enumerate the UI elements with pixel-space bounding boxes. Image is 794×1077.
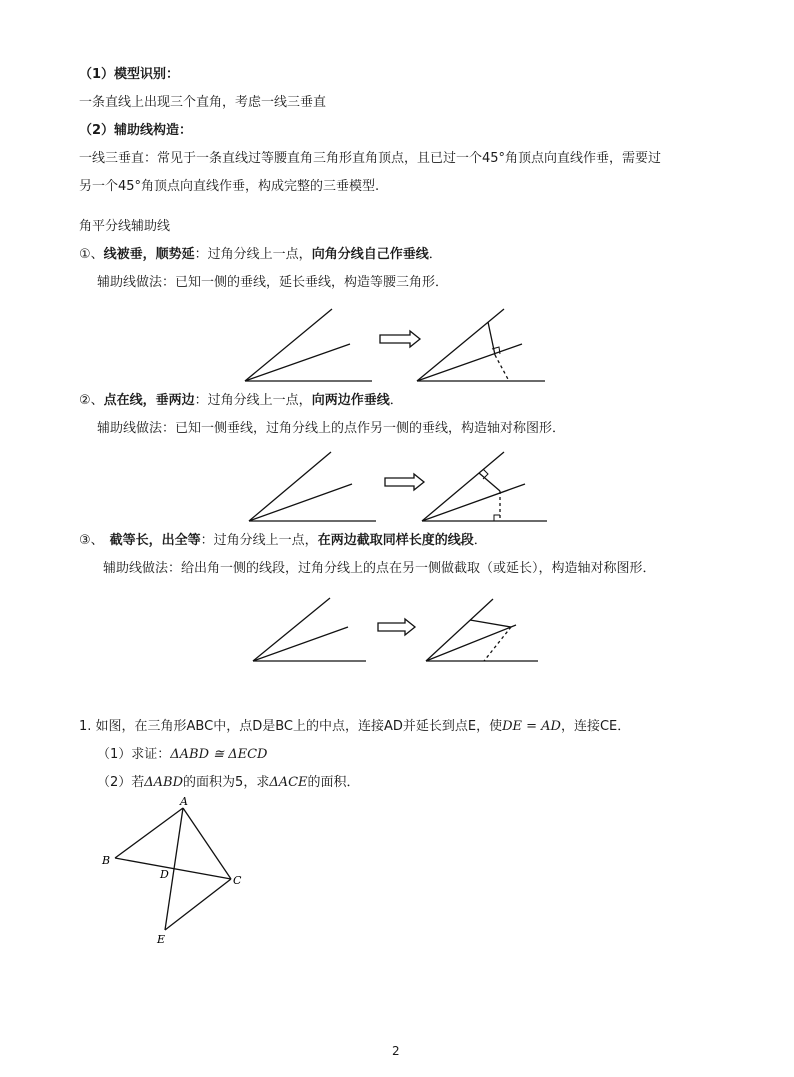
problem-stem-math: DE = AD xyxy=(502,719,561,734)
aux-text-2: 另一个45°角顶点向直线作垂，构成完整的三垂模型. xyxy=(79,179,380,194)
fig2-left-bisector xyxy=(249,484,352,521)
fig3-left-side xyxy=(253,598,330,661)
item2-bold2: 向两边作垂线 xyxy=(311,393,390,408)
problem-stem-b: ，连接CE． xyxy=(560,719,631,734)
fig1-left-side xyxy=(245,309,332,381)
model-id-text: 一条直线上出现三个直角，考虑一线三垂直 xyxy=(79,95,327,110)
figure-1 xyxy=(240,304,550,386)
item3-method: 辅助线做法：给出角一侧的线段，过角分线上的点在另一侧做截取（或延长），构造轴对称图形． xyxy=(103,561,656,576)
fig1-arrow xyxy=(380,331,420,347)
item1-end: ． xyxy=(428,247,442,262)
fig2-right-angle-bottom xyxy=(494,515,500,521)
item3-num: ③、 xyxy=(79,533,104,548)
fig3-segment xyxy=(470,620,511,627)
label-c: C xyxy=(233,874,242,887)
fig2-left-side xyxy=(249,452,331,521)
item3-bold2: 在两边截取同样长度的线段 xyxy=(317,533,474,548)
fig1-extension-dashed xyxy=(495,355,509,381)
fig1-right-bisector xyxy=(417,344,522,381)
label-e: E xyxy=(157,933,166,946)
label-a: A xyxy=(180,795,188,808)
problem-q2-c: 的面积． xyxy=(307,775,360,790)
fig3-right-bisector xyxy=(426,625,516,661)
figure-3 xyxy=(248,593,558,667)
label-d: D xyxy=(160,868,169,881)
problem-q2-b: 的面积为5，求 xyxy=(183,775,270,790)
item1-method: 辅助线做法：已知一侧的垂线，延长垂线，构造等腰三角形． xyxy=(97,275,449,290)
item1-mid: ：过角分线上一点， xyxy=(194,247,312,262)
item3-bold1: 截等长，出全等 xyxy=(109,533,201,548)
fig2-perp-upper xyxy=(479,473,500,491)
problem-q1-a: （1）求证： xyxy=(97,747,171,762)
item1-num: ①、 xyxy=(79,247,104,262)
item2-bold1: 点在线，垂两边 xyxy=(103,393,195,408)
item2-mid: ：过角分线上一点， xyxy=(194,393,312,408)
problem-q1 xyxy=(97,746,267,764)
fig3-arrow xyxy=(378,619,415,635)
bisector-title: 角平分线辅助线 xyxy=(79,219,171,234)
aux-heading: （2）辅助线构造： xyxy=(79,123,193,138)
item1-bold1: 线被垂，顺势延 xyxy=(103,247,195,262)
segment-ce xyxy=(165,879,231,930)
segment-ac xyxy=(183,808,231,879)
figure-2 xyxy=(244,447,554,527)
item2-method: 辅助线做法：已知一侧垂线，过角分线上的点作另一侧的垂线，构造轴对称图形． xyxy=(97,421,566,436)
fig1-left-bisector xyxy=(245,344,350,381)
problem-q2 xyxy=(97,774,360,792)
fig3-left-bisector xyxy=(253,627,348,661)
item2-heading xyxy=(79,392,403,410)
item3-mid: ：过角分线上一点， xyxy=(200,533,318,548)
problem-stem-a: 1. 如图，在三角形ABC中，点D是BC上的中点，连接AD并延长到点E，使 xyxy=(79,719,503,734)
item3-heading xyxy=(79,532,487,550)
segment-ab xyxy=(115,808,183,858)
fig2-right-side xyxy=(422,452,504,521)
model-id-heading: （1）模型识别： xyxy=(79,67,180,82)
item1-bold2: 向角分线自己作垂线 xyxy=(311,247,429,262)
fig1-perpendicular xyxy=(488,322,495,355)
fig3-right-side xyxy=(426,599,493,661)
fig2-right-bisector xyxy=(422,484,525,521)
page-number: 2 xyxy=(392,1044,400,1058)
aux-text-1: 一线三垂直：常见于一条直线过等腰直角三角形直角顶点，且已过一个45°角顶点向直线作垂，需要过 xyxy=(79,151,662,166)
problem-q2-math2: ΔACE xyxy=(269,775,308,790)
fig1-right-side xyxy=(417,309,504,381)
item1-heading xyxy=(79,246,442,264)
triangle-figure xyxy=(98,794,258,950)
item2-num: ②、 xyxy=(79,393,104,408)
problem-stem xyxy=(79,718,630,736)
problem-q1-math: ΔABD ≅ ΔECD xyxy=(170,747,268,762)
problem-q2-a: （2）若 xyxy=(97,775,145,790)
fig2-arrow xyxy=(385,474,424,490)
problem-q2-math1: ΔABD xyxy=(144,775,184,790)
item3-end: ． xyxy=(473,533,487,548)
label-b: B xyxy=(102,854,111,867)
item2-end: ． xyxy=(389,393,403,408)
